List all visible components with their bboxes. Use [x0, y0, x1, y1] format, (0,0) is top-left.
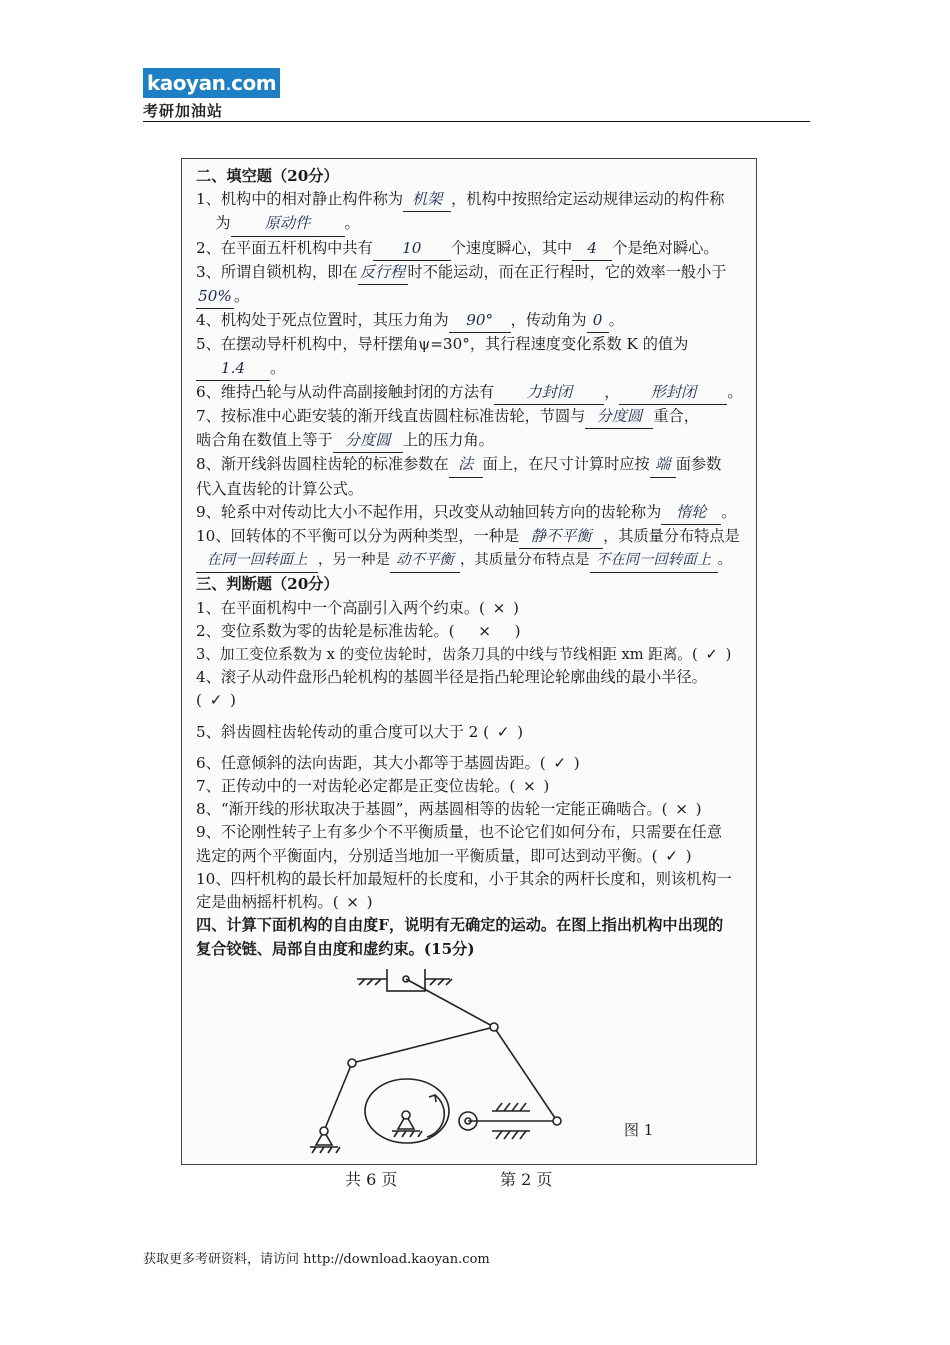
logo-subtitle: 考研加油站	[143, 102, 224, 120]
question-10-cont: 在同一回转面上 ，另一种是 动不平衡 ，其质量分布特点是 不在同一回转面上 。	[196, 549, 746, 573]
figure-label: 图 1	[624, 1121, 654, 1139]
question-6: 6、维持凸轮与从动件高副接触封闭的方法有 力封闭 ， 形封闭 。	[196, 381, 746, 405]
scanned-exam-page	[181, 158, 757, 1165]
section-calc-title: 四、计算下面机构的自由度F，说明有无确定的运动。在图上指出机构中出现的	[196, 916, 724, 935]
current-page: 第 2 页	[500, 1170, 553, 1189]
total-pages: 共 6 页	[345, 1170, 398, 1189]
judge-item: 1、在平面机构中一个高副引入两个约束。( × )	[196, 598, 519, 617]
joint-ground-left	[320, 1127, 328, 1135]
question-1: 1、机构中的相对静止构件称为 机架 ，机构中按照给定运动规律运动的构件称	[196, 188, 746, 212]
question-3-cont: 50% 。	[196, 285, 746, 309]
joint-left	[348, 1059, 356, 1067]
question-8-cont: 代入直齿轮的计算公式。	[196, 479, 364, 498]
section-calc-title-cont: 复合铰链、局部自由度和虚约束。(15分)	[196, 939, 475, 958]
download-link-text[interactable]: 获取更多考研资料，请访问 http://download.kaoyan.com	[143, 1252, 490, 1267]
header-divider	[143, 121, 810, 122]
slider-block	[387, 969, 425, 991]
question-4: 4、机构处于死点位置时，其压力角为 90° ，传动角为 0 。	[196, 309, 746, 333]
question-1-cont: 为 原动件 。	[196, 212, 746, 236]
joint-cam-center	[402, 1111, 410, 1119]
judge-item: 2、变位系数为零的齿轮是标准齿轮。( × )	[196, 621, 521, 640]
judge-item: 9、不论刚性转子上有多少个不平衡质量，也不论它们如何分布，只需要在任意	[196, 823, 723, 842]
link-slider-to-joint	[406, 979, 494, 1027]
judge-item-cont: 选定的两个平衡面内，分别适当地加一平衡质量，即可达到动平衡。( ✓ )	[196, 846, 692, 865]
judge-item: 6、任意倾斜的法向齿距，其大小都等于基圆齿距。( ✓ )	[196, 753, 580, 772]
kaoyan-logo[interactable]	[143, 68, 277, 121]
logo-mark: kaoyan.com	[143, 68, 280, 98]
mechanism-diagram	[302, 969, 762, 1159]
joint-bottom-right	[553, 1117, 561, 1125]
judge-item-cont: 定是曲柄摇杆机构。( × )	[196, 893, 373, 912]
judge-item: 7、正传动中的一对齿轮必定都是正变位齿轮。( × )	[196, 777, 550, 796]
question-2: 2、在平面五杆机构中共有 10 个速度瞬心，其中 4 个是绝对瞬心。	[196, 237, 746, 261]
judge-item: 10、四杆机构的最长杆加最短杆的长度和，小于其余的两杆长度和，则该机构一	[196, 869, 732, 888]
section-judge-title: 三、判断题（20分）	[196, 575, 339, 594]
question-5: 5、在摆动导杆机构中，导杆摆角ψ=30°，其行程速度变化系数 K 的值为	[196, 335, 689, 354]
question-7-cont: 啮合角在数值上等于 分度圆 上的压力角。	[196, 429, 746, 453]
question-9: 9、轮系中对传动比大小不起作用，只改变从动轴回转方向的齿轮称为 惰轮 。	[196, 501, 746, 525]
question-8: 8、渐开线斜齿圆柱齿轮的标准参数在 法 面上，在尺寸计算时应按 端 面参数	[196, 453, 746, 477]
question-5-cont: 1.4 。	[196, 357, 746, 381]
judge-item-cont: ( ✓ )	[196, 691, 236, 710]
link-right-rocker	[494, 1027, 557, 1121]
exam-content	[196, 165, 746, 961]
question-10: 10、回转体的不平衡可以分为两种类型，一种是 静不平衡 ，其质量分布特点是	[196, 525, 746, 549]
judge-item: 8、“渐开线的形状取决于基圆”，两基圆相等的齿轮一定能正确啮合。( × )	[196, 800, 702, 819]
question-7: 7、按标准中心距安装的渐开线直齿圆柱标准齿轮，节圆与 分度圆 重合，	[196, 405, 746, 429]
joint-top-right	[490, 1023, 498, 1031]
link-crank-left	[324, 1063, 352, 1131]
judge-item: 4、滚子从动件盘形凸轮机构的基圆半径是指凸轮理论轮廓曲线的最小半径。	[196, 668, 707, 687]
link-coupler	[352, 1027, 494, 1063]
section-fill-blank-title: 二、填空题（20分）	[196, 167, 339, 185]
judge-item: 5、斜齿圆柱齿轮传动的重合度可以大于 2 ( ✓ )	[196, 722, 524, 741]
question-3: 3、所谓自锁机构，即在 反行程 时不能运动，而在正行程时，它的效率一般小于	[196, 261, 746, 285]
judge-item: 3、加工变位系数为 x 的变位齿轮时，齿条刀具的中线与节线相距 xm 距离。( ✓ )	[196, 646, 732, 664]
